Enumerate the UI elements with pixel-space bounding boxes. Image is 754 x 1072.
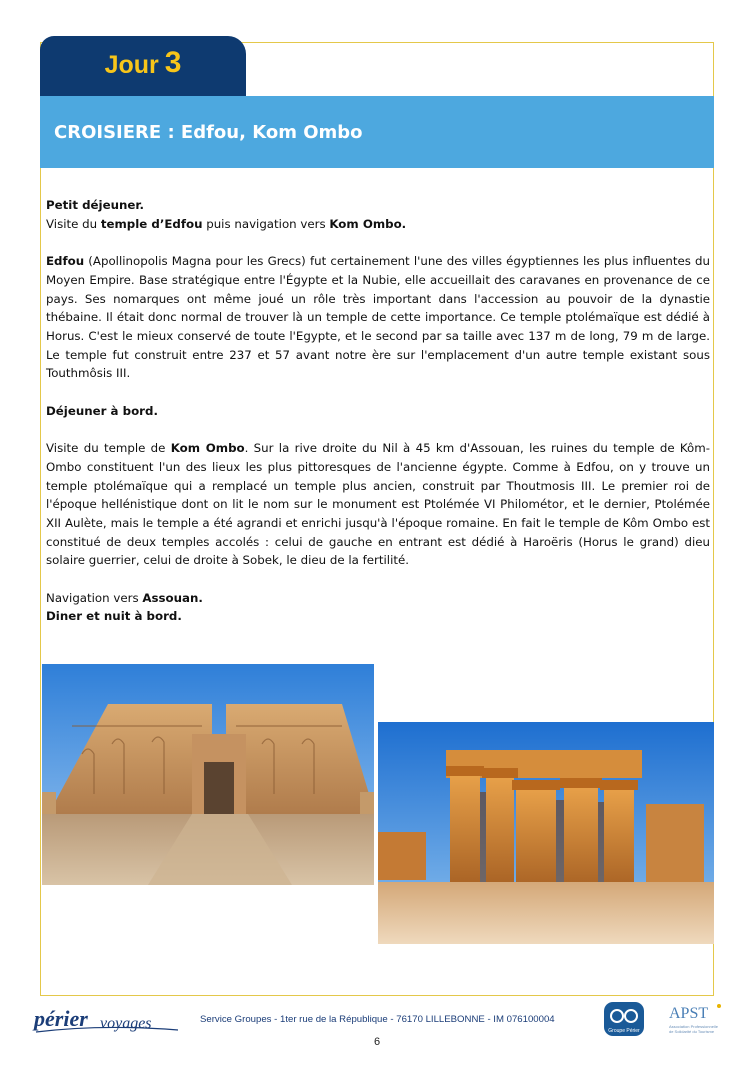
svg-text:Association Professionnelle: Association Professionnelle	[669, 1024, 718, 1029]
svg-text:APST: APST	[669, 1005, 709, 1022]
svg-text:de Solidarité du Tourisme: de Solidarité du Tourisme	[669, 1029, 715, 1034]
section-title-banner	[40, 96, 714, 168]
dinner-line: Diner et nuit à bord.	[46, 609, 182, 624]
lunch-line: Déjeuner à bord.	[46, 403, 158, 418]
day-tab	[40, 36, 246, 96]
svg-text:Groupe Périer: Groupe Périer	[608, 1028, 640, 1034]
kom-ombo-paragraph: Visite du temple de Kom Ombo. Sur la rive droite du Nil à 45 km d'Assouan, les ruines du temple de Kôm-Ombo constituent l'un des lieux les plus pittoresques de l'ancienne égypte. Comme à Edfou, on y trouve un temple ptolémaïque qui a remplacé un temple plus ancien, construit par Thoutmosis III. Le premier roi de l'époque hellénistique dont on lit le nom sur le monument est Ptolémée VI Philométor, et le dernier, Ptolémée XII Aulète, mais le temple a été agrandi et enrichi jusqu'à l'époque romaine. En fait le temple de Kôm Ombo est constitué de deux temples accolés : celui de gauche en entrant est dédié à Haroëris (Horus le grand) dieu solaire guerrier, celui de droite à Sobek, le dieu de la fertilité.	[46, 441, 711, 568]
breakfast-line: Petit déjeuner.	[46, 198, 144, 212]
page-footer	[0, 996, 754, 1072]
navigation-line: Navigation vers Assouan.	[46, 590, 203, 605]
perier-voyages-logo	[32, 1004, 182, 1036]
visit-edfou-line: Visite du temple d’Edfou puis navigation vers Kom Ombo.	[46, 216, 407, 231]
kom-ombo-temple-photo	[378, 722, 714, 944]
svg-text:voyages: voyages	[100, 1015, 152, 1032]
groupe-perier-badge-logo	[600, 1000, 656, 1040]
day-number: 3	[164, 46, 182, 79]
apst-logo	[665, 1000, 729, 1040]
svg-text:périer: périer	[34, 1006, 88, 1031]
footer-address: Service Groupes - 1ter rue de la République - 76170 LILLEBONNE - IM 076100004	[200, 1014, 555, 1025]
edfou-temple-photo	[42, 664, 374, 885]
page-number: 6	[373, 1036, 381, 1048]
edfou-paragraph: Edfou (Apollinopolis Magna pour les Grecs) fut certainement l'une des villes égyptiennes les plus influentes du Moyen Empire. Base stratégique entre l'Égypte et la Nubie, elle accueillait des caravanes en provenance de ce pays. Ses nomarques ont même joué un rôle très important dans l'accession au pouvoir de la dynastie thébaine. Il était donc normal de trouver là un temple de cette importance. Ce temple ptolémaïque est dédié à Horus. C'est le mieux conservé de toute l'Egypte, et le second par sa taille avec 137 m de long, 79 m de large. Le temple fut construit entre 237 et 57 avant notre ère sur l'emplacement d'un autre temple existant sous Touthmôsis III.	[46, 254, 710, 381]
section-title: CROISIERE : Edfou, Kom Ombo	[54, 121, 363, 143]
day-word: Jour	[104, 51, 159, 79]
itinerary-text	[46, 196, 710, 626]
